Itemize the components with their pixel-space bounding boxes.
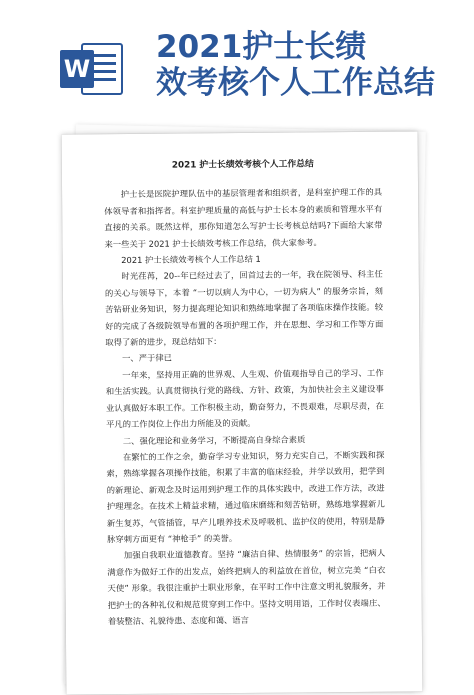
document-body — [104, 184, 386, 629]
section-heading: 二、强化理论和业务学习，不断提高自身综合素质 — [122, 433, 306, 446]
word-document-icon — [60, 40, 124, 98]
section-heading: 一、严于律已 — [122, 353, 172, 364]
word-icon-letter: W — [63, 55, 91, 83]
document-page — [62, 131, 423, 694]
body-paragraph: 一年来，坚持用正确的世界观、人生观、价值观指导自己的学习、工作和生活实践。认真贯彻执行党的路线、方针、政策，为加快社会主义建设事业认真做好本职工作。工作积极主动，勤奋努力，不畏艰难，尽职尽责，在平凡的工作岗位上作出力所能及的贡献。 — [105, 367, 384, 430]
body-paragraph: 在繁忙的工作之余，勤奋学习专业知识，努力充实自己，不断实践和探索，熟练掌握各项操作技能，积累了丰富的临床经验，并学以致用，把学到的新理论、新观念及时运用到护理工作的具体实践中，改进工作方法，改进护理理念。在技术上精益求精，通过临床磨练和刻苦钻研，熟练地掌握新儿新生复苏，气管插管，早产儿喂养技术及呼吸机、监护仪的使用，特别是静脉穿刺方面更有 “神枪手” 的美誉。 — [106, 449, 385, 545]
section-heading: 2021 护士长绩效考核个人工作总结 1 — [121, 253, 261, 266]
header-title — [156, 30, 466, 100]
body-paragraph: 护士长是医院护理队伍中的基层管理者和组织者，是科室护理工作的具体领导者和指挥者。科室护理质量的高低与护士长本身的素质和管理水平有直接的关系。既然这样，那你知道怎么写护士长考核总结吗?下面给大家带来一些关于 2021 护士长绩效考核工作总结，供大家参考。 — [104, 187, 383, 249]
document-title: 2021 护士长绩效考核个人工作总结 — [171, 159, 314, 171]
document-content — [104, 156, 386, 630]
header-title-line-1: 2021护士长绩 — [156, 29, 367, 65]
header-banner — [0, 0, 474, 120]
body-paragraph: 时光荏苒，20--年已经过去了，回首过去的一年，我在院领导、科主任的关心与领导下，本着 “一切以病人为中心，一切为病人” 的服务宗旨，刻苦钻研业务知识，努力提高理论知识和熟练地掌握了各项临床操作技能。较好的完成了各级院领导布置的各项护理工作，并在思想、学习和工作等方面取得了新的进步，现总结如下： — [104, 269, 384, 348]
body-paragraph: 加强自我职业道德教育。坚持 “廉洁自律、热情服务” 的宗旨，把病人满意作为做好工作的出发点，始终把病人的利益放在首位，树立完美 “白衣天使” 形象。我很注重护士职业形象，在平时工作中注意文明礼貌服务，并把护士的各种礼仪和规范贯穿到工作中。坚持文明用语，工作时仪表端庄、着装整洁、礼貌待患、态度和蔼、语言 — [107, 548, 386, 627]
header-title-line-2: 效考核个人工作总结 — [156, 65, 435, 101]
